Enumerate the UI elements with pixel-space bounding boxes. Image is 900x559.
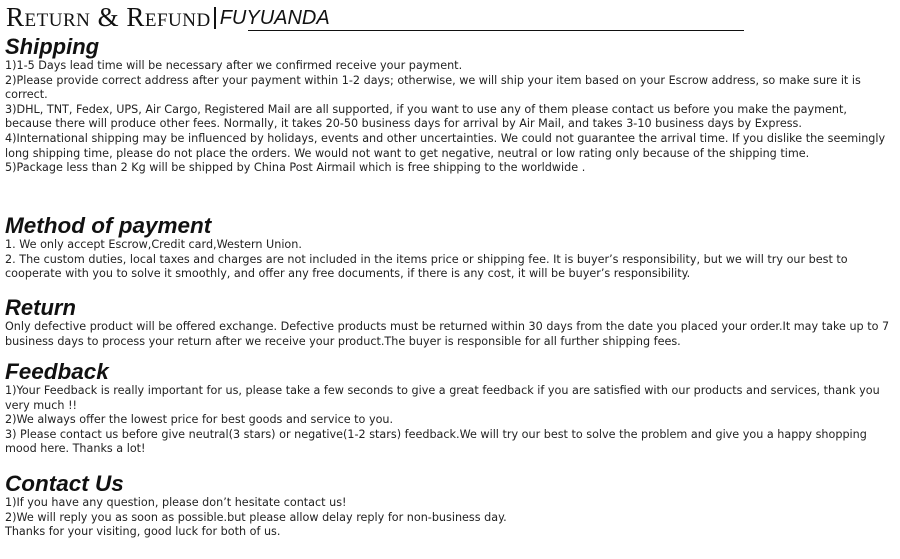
shipping-line-3: 3)DHL, TNT, Fedex, UPS, Air Cargo, Registered Mail are all supported, if you want to use any of them please contact us before you make the payment, because there will produce other fees. Normally, it takes 20-50 business days for arrival by Air Mail, and takes 3-10 business days by Express. [5, 102, 851, 131]
section-shipping [5, 35, 895, 176]
feedback-line-3: 3) Please contact us before give neutral(3 stars) or negative(1-2 stars) feedback.We will try our best to solve the problem and give you a happy shopping mood here. Thanks a lot! [5, 427, 871, 456]
payment-line-1: 1. We only accept Escrow,Credit card,Western Union. [5, 238, 302, 251]
payment-line-2: 2. The custom duties, local taxes and charges are not included in the items price or shipping fee. It is buyer’s responsibility, but we will try our best to cooperate with you to solve it smoothly, and offer any free documents, if there is any cost, it will be buyer’s responsibility. [5, 252, 852, 281]
shipping-line-1: 1)1-5 Days lead time will be necessary after we confirmed receive your payment. [5, 59, 463, 72]
page-header [6, 2, 330, 32]
section-title: Return [5, 295, 76, 320]
section-title: Shipping [5, 34, 100, 59]
section-return [5, 296, 895, 349]
shipping-line-5: 5)Package less than 2 Kg will be shipped by China Post Airmail which is free shipping to the worldwide . [5, 161, 586, 175]
contact-line-2: 2)We will reply you as soon as possible.but please allow delay reply for non-business day. [5, 510, 507, 524]
section-feedback [5, 360, 895, 457]
page-title: Return & Refund [6, 2, 211, 32]
shipping-line-4: 4)International shipping may be influenced by holidays, events and other uncertainties. We could not guarantee the arrival time. If you dislike the seemingly long shipping time, please do not place the orders. We would not want to get negative, neutral or low rating only because of the shipping time. [5, 131, 889, 160]
contact-line-1: 1)If you have any question, please don’t hesitate contact us! [5, 496, 347, 509]
contact-line-3: Thanks for your visiting, good luck for both of us. [5, 525, 281, 539]
brand-name: FUYUANDA [219, 7, 330, 29]
section-payment [5, 214, 895, 282]
return-line-1: Only defective product will be offered exchange. Defective products must be returned within 30 days from the date you placed your order.It may take up to 7 business days to process your return after we receive your product.The buyer is responsible for all further shipping fees. [5, 320, 893, 348]
section-contact [5, 472, 895, 540]
feedback-line-1: 1)Your Feedback is really important for us, please take a few seconds to give a great feedback if you are satisfied with our products and services, thank you very much !! [5, 384, 884, 412]
section-title: Feedback [5, 359, 109, 384]
title-divider [214, 7, 216, 29]
section-title: Method of payment [5, 213, 212, 238]
header-underline [248, 30, 744, 31]
section-title: Contact Us [5, 471, 124, 496]
shipping-line-2: 2)Please provide correct address after your payment within 1-2 days; otherwise, we will ship your item based on your Escrow address, so make sure it is correct. [5, 73, 865, 102]
feedback-line-2: 2)We always offer the lowest price for best goods and service to you. [5, 413, 394, 427]
